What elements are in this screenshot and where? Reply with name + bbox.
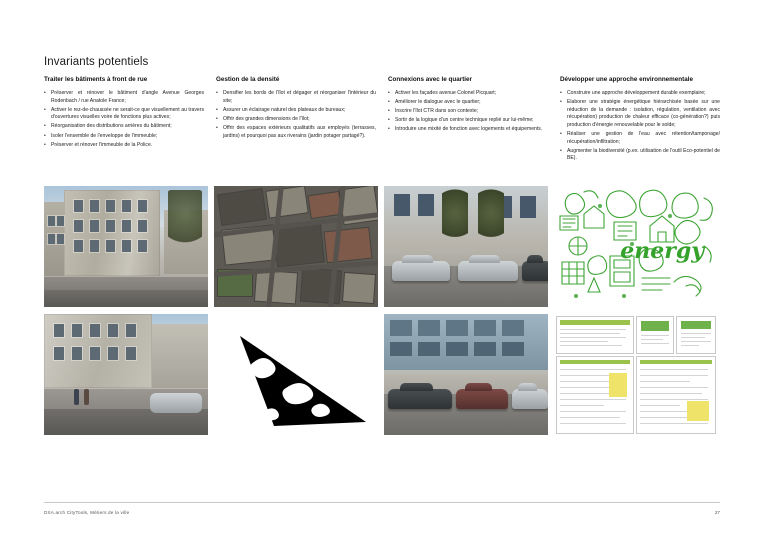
window — [74, 200, 83, 212]
window — [72, 347, 82, 360]
roof — [266, 186, 307, 217]
parked-car — [150, 393, 202, 413]
window — [138, 240, 147, 252]
window — [72, 324, 82, 337]
window — [126, 324, 136, 337]
list-item: • Construire une approche développement durable exemplaire; — [560, 90, 720, 98]
roof — [274, 224, 324, 267]
roof — [309, 192, 342, 218]
window — [57, 234, 64, 244]
window — [106, 220, 115, 232]
window — [57, 216, 64, 226]
window — [106, 240, 115, 252]
window — [390, 342, 412, 356]
footer-divider — [44, 502, 720, 503]
window — [122, 200, 131, 212]
parked-car — [456, 389, 508, 409]
list-item: • Activer les façades avenue Colonel Picquart; — [388, 90, 548, 98]
list-item: • Densifier les bords de l'îlot et dégager et réorganiser l'intérieur du site; — [216, 90, 376, 105]
column-connections — [388, 76, 548, 165]
window — [90, 240, 99, 252]
column-environment — [560, 76, 720, 165]
list-item: • Activer le rez-de-chaussée ne serait-ce que visuellement au travers d'ouvertures visuelles voire de fonctions plus actives; — [44, 107, 204, 122]
roof — [255, 271, 297, 304]
street-view-photo — [44, 314, 208, 435]
parked-car — [522, 261, 548, 281]
road — [44, 290, 208, 307]
document-thumbnail — [556, 316, 634, 354]
list-item: • Réaliser une gestion de l'eau avec rétention/tamponage/ récupération/infiltration; — [560, 131, 720, 146]
list-item: • Inscrire l'îlot CTR dans son contexte; — [388, 108, 548, 116]
document-thumbnail — [676, 316, 716, 354]
report-sheets-thumbnails — [554, 314, 718, 435]
window — [106, 200, 115, 212]
window — [138, 220, 147, 232]
window — [108, 324, 118, 337]
energy-sketch-board — [554, 186, 718, 307]
window — [90, 324, 100, 337]
list-item: • Offrir des grandes dimensions de l'îlot; — [216, 116, 376, 124]
list-item: • Offrir des espaces extérieurs qualitatifs aux employés (terrasses, jardins) et pourquoi pas aux riverains (jardin potager partagé?). — [216, 125, 376, 140]
window — [446, 342, 468, 356]
column-heading: Gestion de la densité — [216, 76, 280, 83]
roof — [343, 273, 375, 303]
list-item: • Augmenter la biodiversité (p.ex. utilisation de l'outil Eco-potentiel de BE). — [560, 148, 720, 163]
window — [474, 320, 496, 336]
list-item: • Introduire une mixité de fonction avec logements et équipements. — [388, 126, 548, 134]
list-item: • Préserver et rénover le bâtiment d'angle Avenue Georges Rodenbach / rue Anatole France; — [44, 90, 204, 105]
bullet-list — [388, 90, 548, 134]
document-thumbnail — [556, 356, 634, 434]
parked-car — [392, 261, 450, 281]
window — [90, 220, 99, 232]
window — [90, 347, 100, 360]
street-tree — [442, 188, 468, 244]
window — [138, 200, 147, 212]
energy-wordmark: energy — [620, 238, 704, 264]
list-item: • Améliorer le dialogue avec le quartier; — [388, 99, 548, 107]
page-title: Invariants potentiels — [44, 56, 149, 68]
site-plan-shape — [214, 314, 378, 435]
window — [54, 324, 64, 337]
parked-car — [388, 389, 452, 409]
pedestrian — [74, 389, 79, 405]
street-parking-photo-2 — [384, 314, 548, 435]
window — [48, 216, 55, 226]
footer-credit: DXA.arch CityTools, Métiers de la ville — [44, 510, 130, 515]
window — [520, 196, 536, 218]
aerial-block-photo — [214, 186, 378, 307]
window — [418, 194, 434, 216]
bullet-list — [44, 90, 204, 149]
document-thumbnail — [636, 316, 674, 354]
bullet-list — [560, 90, 720, 163]
street-parking-photo-1 — [384, 186, 548, 307]
list-item: • Isoler l'ensemble de l'enveloppe de l'immeuble; — [44, 133, 204, 141]
bullet-list — [216, 90, 376, 140]
window — [418, 342, 440, 356]
column-density — [216, 76, 376, 165]
window — [446, 320, 468, 336]
window — [502, 320, 524, 336]
window — [390, 320, 412, 336]
image-grid — [44, 186, 720, 435]
roof — [218, 189, 266, 225]
text-columns — [44, 76, 720, 165]
street-tree — [478, 188, 504, 244]
building-right — [152, 324, 208, 388]
column-heading: Traiter les bâtiments à front de rue — [44, 76, 148, 83]
window — [474, 342, 496, 356]
parked-car — [512, 389, 548, 409]
column-heading: Connexions avec le quartier — [388, 76, 472, 83]
window — [122, 220, 131, 232]
list-item: • Réorganisation des distributions arrières du bâtiment; — [44, 123, 204, 131]
triangular-site-plan — [214, 314, 378, 435]
window — [122, 240, 131, 252]
header-band — [560, 320, 630, 325]
column-facades — [44, 76, 204, 165]
list-item: • Elaborer une stratégie énergétique hiérarchisée basée sur une réduction de la demande : isolation, régulation, ventilation avec récupération) production de chaleur efficace (co-génération?) puis production d'énergie renouvelable pour le solde; — [560, 99, 720, 130]
window — [108, 347, 118, 360]
window — [502, 342, 524, 356]
page-number: 27 — [714, 510, 720, 515]
street-tree — [168, 190, 202, 250]
document-thumbnail — [636, 356, 716, 434]
window — [418, 320, 440, 336]
window — [74, 240, 83, 252]
window — [90, 200, 99, 212]
column-heading: Développer une approche environnementale — [560, 76, 693, 83]
window — [54, 347, 64, 360]
list-item: • Préserver et rénover l'immeuble de la Police. — [44, 142, 204, 150]
window — [48, 234, 55, 244]
window — [126, 347, 136, 360]
window — [394, 194, 410, 216]
parked-car — [458, 261, 518, 281]
roof — [325, 228, 372, 262]
pedestrian — [84, 389, 89, 405]
list-item: • Assurer un éclairage naturel des plateaux de bureaux; — [216, 107, 376, 115]
corner-building-photo — [44, 186, 208, 307]
window — [74, 220, 83, 232]
list-item: • Sortir de la logique d'un centre technique replié sur lui-même; — [388, 117, 548, 125]
